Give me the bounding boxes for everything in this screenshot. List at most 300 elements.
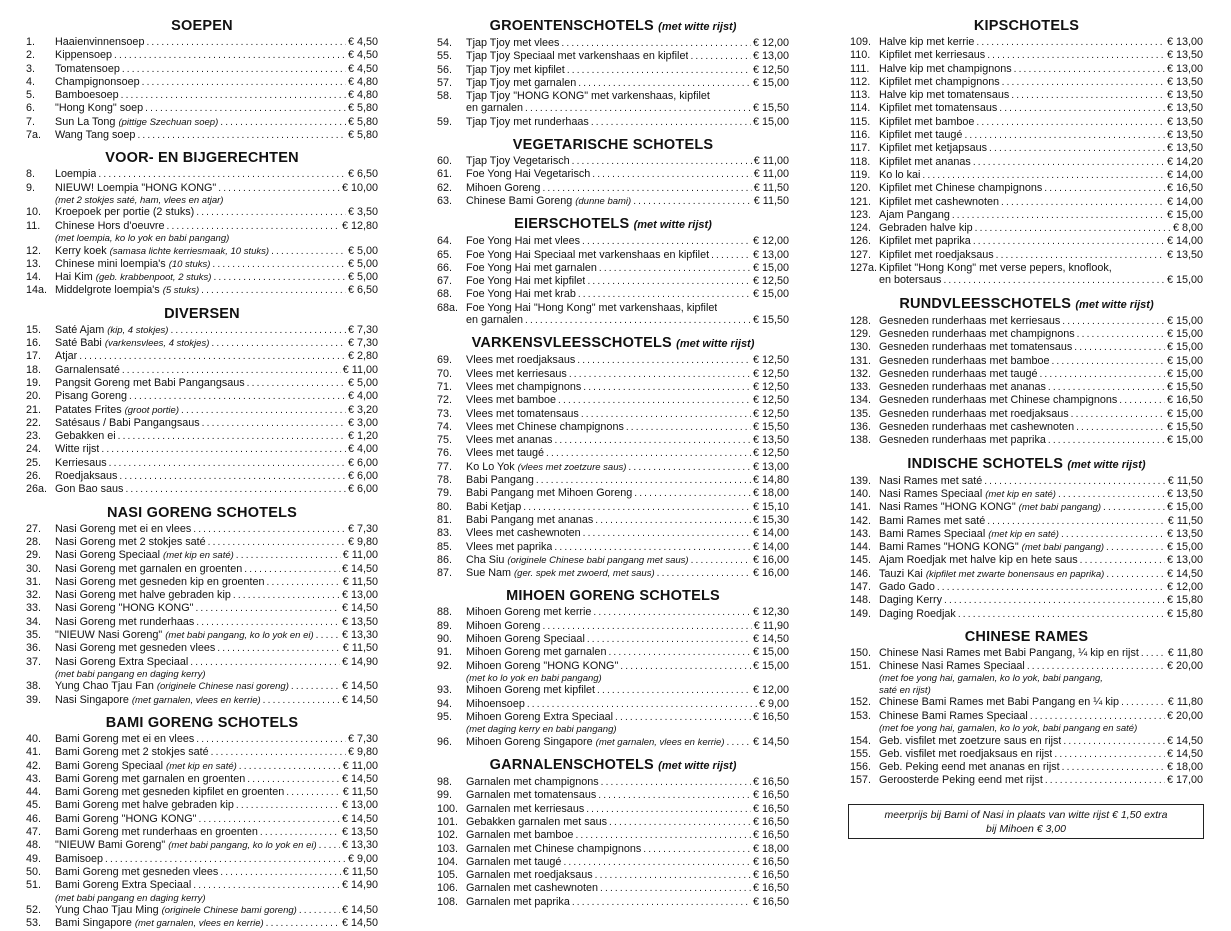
item-name bbox=[55, 350, 77, 363]
item-price: € 8,00 bbox=[1172, 222, 1203, 235]
item-number: 43. bbox=[26, 772, 42, 785]
section-title-text: VARKENSVLEESSCHOTELS bbox=[471, 335, 672, 352]
item-name-text: Garnalen met cashewnoten bbox=[466, 882, 599, 895]
item-number: 104. bbox=[437, 855, 459, 868]
item-price: € 13,50 bbox=[1166, 115, 1203, 128]
dot-leader bbox=[582, 235, 751, 248]
menu-item bbox=[26, 89, 378, 102]
dot-leader bbox=[608, 646, 751, 659]
item-name-text: Bami Rames "HONG KONG" bbox=[879, 541, 1019, 554]
item-number: 26a. bbox=[26, 483, 48, 496]
item-number: 126. bbox=[850, 235, 872, 248]
item-number: 12. bbox=[26, 244, 42, 257]
item-name-text: Tjap Tjoy "HONG KONG" met varkenshaas, kipfilet bbox=[466, 90, 710, 103]
item-name bbox=[879, 488, 1056, 501]
item-name bbox=[55, 536, 206, 549]
item-description: (kipfilet met zwarte bonensaus en paprika) bbox=[925, 568, 1105, 580]
item-name bbox=[55, 786, 284, 799]
menu-item bbox=[437, 856, 789, 869]
item-name-text: Ajam Pangang bbox=[879, 208, 950, 221]
item-name-text: Bami Goreng met halve gebraden kip bbox=[55, 799, 234, 812]
item-number: 26. bbox=[26, 470, 42, 483]
item-number: 117. bbox=[850, 142, 871, 155]
section-title-text: MIHOEN GORENG SCHOTELS bbox=[506, 588, 720, 605]
item-price: € 16,50 bbox=[752, 882, 789, 895]
item-name bbox=[55, 576, 264, 589]
menu-section bbox=[437, 129, 789, 208]
item-price: € 15,80 bbox=[1166, 607, 1203, 620]
item-name bbox=[55, 258, 210, 271]
dot-leader bbox=[1001, 196, 1165, 209]
item-name bbox=[55, 63, 120, 76]
item-price: € 5,00 bbox=[347, 271, 378, 284]
dot-leader bbox=[975, 222, 1171, 235]
item-number: 69. bbox=[437, 354, 453, 367]
item-price: € 15,80 bbox=[1166, 594, 1203, 607]
item-name bbox=[879, 89, 1009, 102]
dot-leader bbox=[266, 576, 340, 589]
dot-leader bbox=[628, 461, 751, 474]
dot-leader bbox=[299, 904, 340, 917]
menu-item bbox=[850, 696, 1203, 709]
item-price: € 12,00 bbox=[752, 235, 789, 248]
dot-leader bbox=[181, 404, 346, 417]
item-price: € 7,30 bbox=[347, 337, 378, 350]
item-price: € 4,00 bbox=[347, 443, 378, 456]
menu-item bbox=[26, 733, 378, 746]
menu-item bbox=[437, 90, 789, 102]
item-number: 88. bbox=[437, 606, 453, 619]
item-name-text: Champignonsoep bbox=[55, 75, 140, 88]
item-name-text: Garnalen met taugé bbox=[466, 855, 562, 868]
item-number: 91. bbox=[437, 646, 453, 659]
item-number: 19. bbox=[26, 376, 42, 389]
dot-leader bbox=[633, 195, 752, 208]
dot-leader bbox=[1044, 182, 1165, 195]
item-number: 45. bbox=[26, 799, 42, 812]
item-number: 14a. bbox=[26, 284, 48, 297]
item-number: 132. bbox=[850, 367, 872, 380]
item-name-text: Chinese mini loempia's bbox=[55, 257, 166, 270]
dot-leader bbox=[1045, 774, 1165, 787]
menu-item bbox=[26, 470, 378, 483]
dot-leader bbox=[609, 816, 751, 829]
item-name bbox=[466, 541, 552, 554]
item-number: 41. bbox=[26, 746, 42, 759]
item-name-text: Gesneden runderhaas met bamboe bbox=[879, 354, 1050, 367]
dot-leader bbox=[1080, 554, 1165, 567]
item-number: 7a. bbox=[26, 129, 42, 142]
item-description: (originele Chinese bami goreng) bbox=[161, 905, 297, 917]
item-name-text: "NIEUW Bami Goreng" bbox=[55, 839, 166, 852]
item-price: € 16,50 bbox=[752, 776, 789, 789]
dot-leader bbox=[964, 129, 1165, 142]
dot-leader bbox=[195, 602, 340, 615]
menu-item bbox=[850, 434, 1203, 447]
item-name bbox=[466, 275, 585, 288]
item-number: 58. bbox=[437, 90, 453, 103]
item-price: € 13,50 bbox=[752, 434, 789, 447]
dot-leader bbox=[122, 63, 346, 76]
item-name bbox=[55, 746, 209, 759]
item-name bbox=[55, 390, 127, 403]
dot-leader bbox=[170, 324, 346, 337]
item-name bbox=[879, 541, 1104, 554]
item-note: (met daging kerry en babi pangang) bbox=[466, 724, 617, 736]
item-number: 123. bbox=[850, 208, 872, 221]
item-name-text: Kerriesaus bbox=[55, 456, 107, 469]
item-note: (met 2 stokjes saté, ham, vlees en atjar) bbox=[55, 194, 224, 206]
item-number: 136. bbox=[850, 421, 872, 434]
item-name bbox=[466, 554, 689, 567]
menu-item bbox=[850, 594, 1203, 607]
item-name-text: Gesneden runderhaas met Chinese champignons bbox=[879, 394, 1118, 407]
dot-leader bbox=[1014, 63, 1165, 76]
item-number: 113. bbox=[850, 89, 871, 102]
item-name bbox=[879, 394, 1117, 407]
menu-item bbox=[26, 866, 378, 879]
menu-item-continuation bbox=[437, 314, 789, 327]
item-number: 139. bbox=[850, 474, 872, 487]
menu-item bbox=[26, 563, 378, 576]
item-name bbox=[55, 549, 234, 562]
dot-leader bbox=[1039, 368, 1165, 381]
item-price: € 15,10 bbox=[752, 500, 789, 513]
item-name-text: Garnalen met kerriesaus bbox=[466, 802, 585, 815]
item-name-text: Gesneden runderhaas met kerriesaus bbox=[879, 314, 1061, 327]
dot-leader bbox=[583, 527, 751, 540]
item-price: € 12,50 bbox=[752, 447, 789, 460]
menu-item bbox=[26, 656, 378, 669]
item-name bbox=[879, 381, 1046, 394]
menu-item bbox=[437, 829, 789, 842]
item-number: 55. bbox=[437, 50, 453, 63]
menu-item bbox=[437, 684, 789, 697]
item-name bbox=[879, 748, 1052, 761]
dot-leader bbox=[527, 698, 757, 711]
dot-leader bbox=[523, 501, 751, 514]
menu-column-2 bbox=[437, 16, 789, 909]
menu-item-continuation bbox=[850, 274, 1203, 287]
item-name-text: Wang Tang soep bbox=[55, 129, 136, 142]
menu-item bbox=[437, 869, 789, 882]
item-name-text: Patates Frites bbox=[55, 403, 122, 416]
item-description: (met garnalen, vlees en kerrie) bbox=[595, 736, 725, 748]
item-name bbox=[466, 116, 589, 129]
menu-item bbox=[437, 235, 789, 248]
item-price: € 11,80 bbox=[1167, 646, 1203, 659]
menu-column-1 bbox=[26, 16, 378, 931]
item-name bbox=[879, 129, 962, 142]
item-number: 64. bbox=[437, 235, 453, 248]
section-title-text: EIERSCHOTELS bbox=[514, 216, 630, 233]
item-number: 68. bbox=[437, 288, 453, 301]
menu-item bbox=[850, 475, 1203, 488]
item-price: € 4,50 bbox=[347, 62, 378, 75]
menu-item bbox=[850, 381, 1203, 394]
item-name-text: Kroepoek per portie (2 stuks) bbox=[55, 206, 195, 219]
dot-leader bbox=[233, 589, 340, 602]
menu-item bbox=[850, 129, 1203, 142]
item-name-text: Mihoen Goreng bbox=[466, 619, 541, 632]
item-name-continued: en garnalen bbox=[466, 314, 524, 327]
menu-item bbox=[437, 394, 789, 407]
item-name bbox=[466, 249, 709, 262]
menu-item bbox=[850, 196, 1203, 209]
item-price: € 11,50 bbox=[1167, 514, 1203, 527]
item-name bbox=[879, 434, 1046, 447]
section-title-text: KIPSCHOTELS bbox=[973, 18, 1080, 34]
dot-leader bbox=[536, 474, 751, 487]
menu-item bbox=[26, 904, 378, 917]
menu-item bbox=[26, 417, 378, 430]
dot-leader bbox=[236, 799, 340, 812]
item-number: 44. bbox=[26, 786, 42, 799]
item-number: 127a. bbox=[850, 262, 878, 275]
surcharge-note-box bbox=[848, 804, 1204, 839]
menu-item bbox=[26, 746, 378, 759]
item-name-text: Halve kip met champignons bbox=[879, 62, 1012, 75]
dot-leader bbox=[167, 220, 340, 233]
item-name-text: Kipfilet met ananas bbox=[879, 155, 971, 168]
menu-section bbox=[26, 142, 378, 297]
dot-leader bbox=[211, 746, 346, 759]
item-price: € 13,50 bbox=[1166, 129, 1203, 142]
item-name bbox=[55, 523, 191, 536]
dot-leader bbox=[266, 917, 340, 930]
menu-item bbox=[850, 222, 1203, 235]
menu-item bbox=[850, 341, 1203, 354]
item-name-text: Geb. visfilet met zoetzure saus en rijst bbox=[879, 734, 1062, 747]
item-number: 52. bbox=[26, 904, 42, 917]
dot-leader bbox=[546, 447, 751, 460]
item-number: 156. bbox=[850, 761, 872, 774]
section-title bbox=[437, 135, 789, 155]
section-subtitle: (met witte rijst) bbox=[658, 21, 737, 33]
item-number: 73. bbox=[437, 407, 453, 420]
item-note: (met loempia, ko lo yok en babi pangang) bbox=[55, 233, 230, 245]
menu-item bbox=[437, 776, 789, 789]
item-price: € 12,50 bbox=[752, 63, 789, 76]
item-number: 30. bbox=[26, 562, 42, 575]
item-name bbox=[879, 262, 1112, 274]
item-number: 21. bbox=[26, 403, 42, 416]
item-price: € 15,00 bbox=[1166, 314, 1203, 327]
item-name bbox=[466, 354, 575, 367]
item-name-text: Sun La Tong bbox=[55, 115, 116, 128]
menu-item bbox=[26, 879, 378, 892]
dot-leader bbox=[1121, 696, 1166, 709]
menu-item bbox=[26, 523, 378, 536]
item-price: € 5,00 bbox=[347, 244, 378, 257]
menu-item bbox=[850, 568, 1203, 581]
item-name bbox=[55, 733, 194, 746]
item-name-text: Mihoen Goreng Extra Speciaal bbox=[466, 710, 614, 723]
dot-leader bbox=[542, 182, 751, 195]
item-name bbox=[55, 206, 194, 219]
dot-leader bbox=[247, 377, 346, 390]
item-name bbox=[879, 660, 1025, 673]
menu-item bbox=[437, 116, 789, 129]
item-number: 100. bbox=[437, 802, 459, 815]
dot-leader bbox=[643, 843, 751, 856]
item-name bbox=[466, 736, 725, 749]
dot-leader bbox=[193, 879, 340, 892]
item-name-text: Mihoen Goreng Speciaal bbox=[466, 632, 585, 645]
item-name-text: Geb. Peking eend met ananas en rijst bbox=[879, 761, 1060, 774]
item-price: € 13,50 bbox=[1166, 49, 1203, 62]
menu-item bbox=[26, 839, 378, 852]
item-name bbox=[466, 50, 688, 63]
menu-item bbox=[26, 284, 378, 297]
item-price: € 12,50 bbox=[752, 354, 789, 367]
item-price: € 16,50 bbox=[1166, 394, 1203, 407]
menu-item bbox=[26, 182, 378, 195]
item-price: € 15,00 bbox=[1166, 354, 1203, 367]
item-name-text: Vlees met ananas bbox=[466, 434, 553, 447]
menu-item bbox=[437, 803, 789, 816]
item-number: 142. bbox=[850, 514, 872, 527]
menu-item bbox=[437, 736, 789, 749]
dot-leader bbox=[581, 408, 751, 421]
item-name bbox=[55, 563, 242, 576]
section-title bbox=[26, 16, 378, 36]
dot-leader bbox=[575, 829, 751, 842]
menu-item bbox=[437, 620, 789, 633]
item-name-text: Foe Yong Hai met kipfilet bbox=[466, 275, 586, 288]
item-number: 59. bbox=[437, 115, 453, 128]
item-price: € 7,30 bbox=[347, 732, 378, 745]
item-name bbox=[466, 474, 534, 487]
item-name bbox=[55, 168, 96, 181]
item-name bbox=[55, 116, 218, 129]
dot-leader bbox=[587, 633, 751, 646]
item-number: 135. bbox=[850, 407, 872, 420]
menu-item bbox=[850, 515, 1203, 528]
item-name-text: Nasi Goreng met garnalen en groenten bbox=[55, 562, 243, 575]
dot-leader bbox=[211, 337, 346, 350]
menu-item bbox=[437, 711, 789, 724]
item-price: € 13,50 bbox=[1166, 527, 1203, 540]
dot-leader bbox=[98, 168, 346, 181]
item-description: (met garnalen, vlees en kerrie) bbox=[131, 694, 261, 706]
surcharge-line-1: meerprijs bij Bami of Nasi in plaats van witte rijst € 1,50 extra bbox=[884, 809, 1168, 821]
menu-item bbox=[850, 76, 1203, 89]
item-name-text: Kipfilet met kerriesaus bbox=[879, 49, 986, 62]
menu-item bbox=[850, 660, 1203, 673]
item-description: (10 stuks) bbox=[168, 258, 211, 270]
item-name bbox=[879, 76, 1000, 89]
item-name-text: Garnalen met Chinese champignons bbox=[466, 842, 642, 855]
item-name-text: Chinese Hors d'oeuvre bbox=[55, 219, 165, 232]
item-price: € 11,50 bbox=[753, 181, 789, 194]
dot-leader bbox=[561, 37, 751, 50]
item-number: 27. bbox=[26, 522, 42, 535]
item-name-text: Chinese Bami Rames met Babi Pangang en ¼ kip bbox=[879, 696, 1120, 709]
item-number: 80. bbox=[437, 500, 453, 513]
item-number: 53. bbox=[26, 917, 42, 930]
section-subtitle: (met witte rijst) bbox=[676, 338, 755, 351]
dot-leader bbox=[587, 275, 751, 288]
menu-item bbox=[26, 271, 378, 284]
item-name-text: Tauzi Kai bbox=[879, 567, 923, 580]
item-name-text: Bami Rames Speciaal bbox=[879, 527, 986, 540]
item-price: € 14,00 bbox=[1166, 195, 1203, 208]
item-name bbox=[55, 129, 135, 142]
menu-item bbox=[850, 63, 1203, 76]
item-price: € 16,00 bbox=[752, 567, 789, 580]
item-description: (samasa lichte kerriesmaak, 10 stuks) bbox=[109, 245, 270, 257]
item-name-text: Kipfilet met champignons bbox=[879, 75, 1000, 88]
menu-item bbox=[26, 629, 378, 642]
menu-item bbox=[850, 315, 1203, 328]
item-price: € 16,50 bbox=[752, 802, 789, 815]
item-price: € 3,20 bbox=[347, 403, 378, 416]
menu-item bbox=[437, 633, 789, 646]
item-price: € 11,50 bbox=[342, 642, 378, 655]
item-description: (met babi pangang, ko lo yok en ei) bbox=[165, 629, 314, 641]
dot-leader bbox=[119, 470, 346, 483]
item-price: € 12,80 bbox=[341, 219, 378, 232]
item-number: 46. bbox=[26, 812, 42, 825]
dot-leader bbox=[316, 629, 340, 642]
dot-leader bbox=[711, 249, 751, 262]
menu-item bbox=[850, 142, 1203, 155]
item-name bbox=[466, 90, 710, 102]
item-price: € 20,00 bbox=[1166, 660, 1203, 673]
item-name-text: Nasi Goreng met 2 stokjes saté bbox=[55, 535, 206, 548]
menu-item bbox=[26, 680, 378, 693]
item-name bbox=[879, 182, 1042, 195]
item-price: € 15,00 bbox=[1166, 367, 1203, 380]
item-name-text: Gebakken garnalen met saus bbox=[466, 815, 608, 828]
item-price: € 13,50 bbox=[1166, 102, 1203, 115]
item-number: 4. bbox=[26, 75, 36, 88]
item-number: 149. bbox=[850, 607, 872, 620]
item-price: € 11,00 bbox=[342, 363, 378, 376]
item-name-text: Halve kip met kerrie bbox=[879, 36, 975, 48]
dot-leader bbox=[263, 694, 340, 707]
item-name bbox=[466, 394, 556, 407]
menu-item bbox=[437, 249, 789, 262]
item-name bbox=[55, 364, 120, 377]
item-name-text: Cha Siu bbox=[466, 553, 505, 566]
item-name bbox=[55, 337, 209, 350]
item-name bbox=[879, 408, 1069, 421]
item-name bbox=[55, 760, 237, 773]
item-description: (met kip en saté) bbox=[163, 550, 234, 562]
item-price: € 11,00 bbox=[753, 168, 789, 181]
item-name-text: Gesneden runderhaas met champignons bbox=[879, 327, 1075, 340]
item-price: € 13,00 bbox=[752, 50, 789, 63]
item-price: € 15,50 bbox=[1166, 421, 1203, 434]
menu-item bbox=[850, 488, 1203, 501]
dot-leader bbox=[615, 711, 751, 724]
item-name-text: Garnalensaté bbox=[55, 363, 120, 376]
menu-item bbox=[26, 404, 378, 417]
item-name-text: Ko lo kai bbox=[879, 168, 921, 181]
item-price: € 14,00 bbox=[752, 527, 789, 540]
item-note: (met babi pangang en daging kerry) bbox=[55, 892, 206, 904]
item-number: 133. bbox=[850, 381, 872, 394]
dot-leader bbox=[601, 776, 751, 789]
dot-leader bbox=[577, 354, 751, 367]
item-number: 11. bbox=[26, 219, 41, 232]
item-number: 121. bbox=[850, 195, 872, 208]
dot-leader bbox=[1062, 315, 1165, 328]
dot-leader bbox=[922, 169, 1165, 182]
menu-item bbox=[437, 368, 789, 381]
